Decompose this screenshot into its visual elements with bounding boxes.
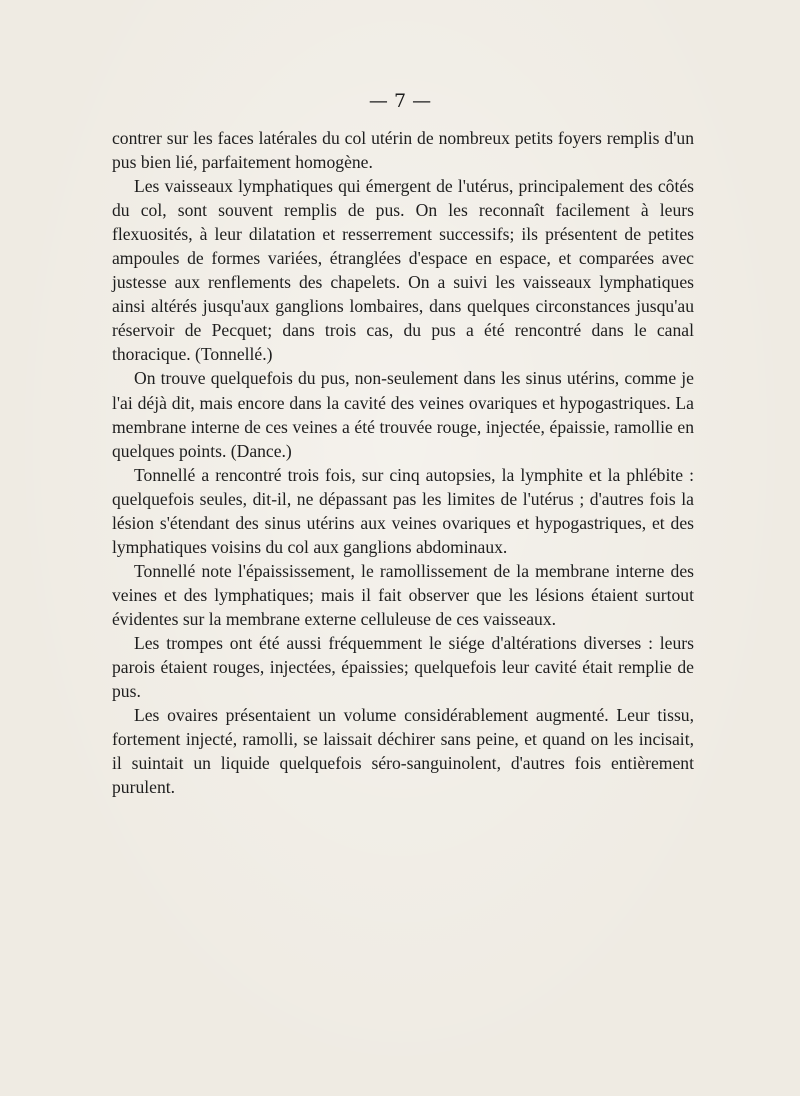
paragraph: Tonnellé a rencontré trois fois, sur cinq autopsies, la lymphite et la phlébite : quelquefois seules, dit-il, ne dépassant pas les limites de l'utérus ; d'autres fois la lésion s'étendant des sinus utérins aux veines ovariques et hypogastriques, et des lymphatiques voisins du col aux ganglions abdominaux. — [112, 464, 694, 557]
page-number: — 7 — — [368, 90, 432, 112]
paragraph: On trouve quelquefois du pus, non-seulement dans les sinus utérins, comme je l'ai déjà dit, mais encore dans la cavité des veines ovariques et hypogastriques. La membrane interne de ces veines a été trouvée rouge, injectée, épaissie, ramollie en quelques points. (Dance.) — [112, 368, 694, 461]
paragraph: Tonnellé note l'épaississement, le ramollissement de la membrane interne des veines et des lymphatiques; mais il fait observer que les lésions étaient surtout évidentes sur la membrane externe celluleuse de ces vaisseaux. — [112, 560, 694, 629]
paragraph: Les trompes ont été aussi fréquemment le siége d'altérations diverses : leurs parois étaient rouges, injectées, épaissies; quelquefois leur cavité était remplie de pus. — [112, 632, 694, 702]
paragraph: contrer sur les faces latérales du col utérin de nombreux petits foyers remplis d'un pus bien lié, parfaitement homogène. — [112, 128, 694, 173]
body-text — [112, 126, 694, 799]
paragraph: Les vaisseaux lymphatiques qui émergent de l'utérus, principalement des côtés du col, sont souvent remplis de pus. On les reconnaît facilement à leurs flexuosités, à leur dilatation et resserrement successifs; ils présentent de petites ampoules de formes variées, étranglées d'espace en espace, et comparées avec justesse aux renflements des chapelets. On a suivi les vaisseaux lymphatiques ainsi altérés jusqu'aux ganglions lombaires, dans quelques circonstances jusqu'au réservoir de Pecquet; dans trois cas, du pus a été rencontré dans le canal thoracique. (Tonnellé.) — [112, 176, 694, 365]
paragraph: Les ovaires présentaient un volume considérablement augmenté. Leur tissu, fortement injecté, ramolli, se laissait déchirer sans peine, et quand on les incisait, il suintait un liquide quelquefois séro-sanguinolent, d'autres fois entièrement purulent. — [112, 705, 694, 798]
